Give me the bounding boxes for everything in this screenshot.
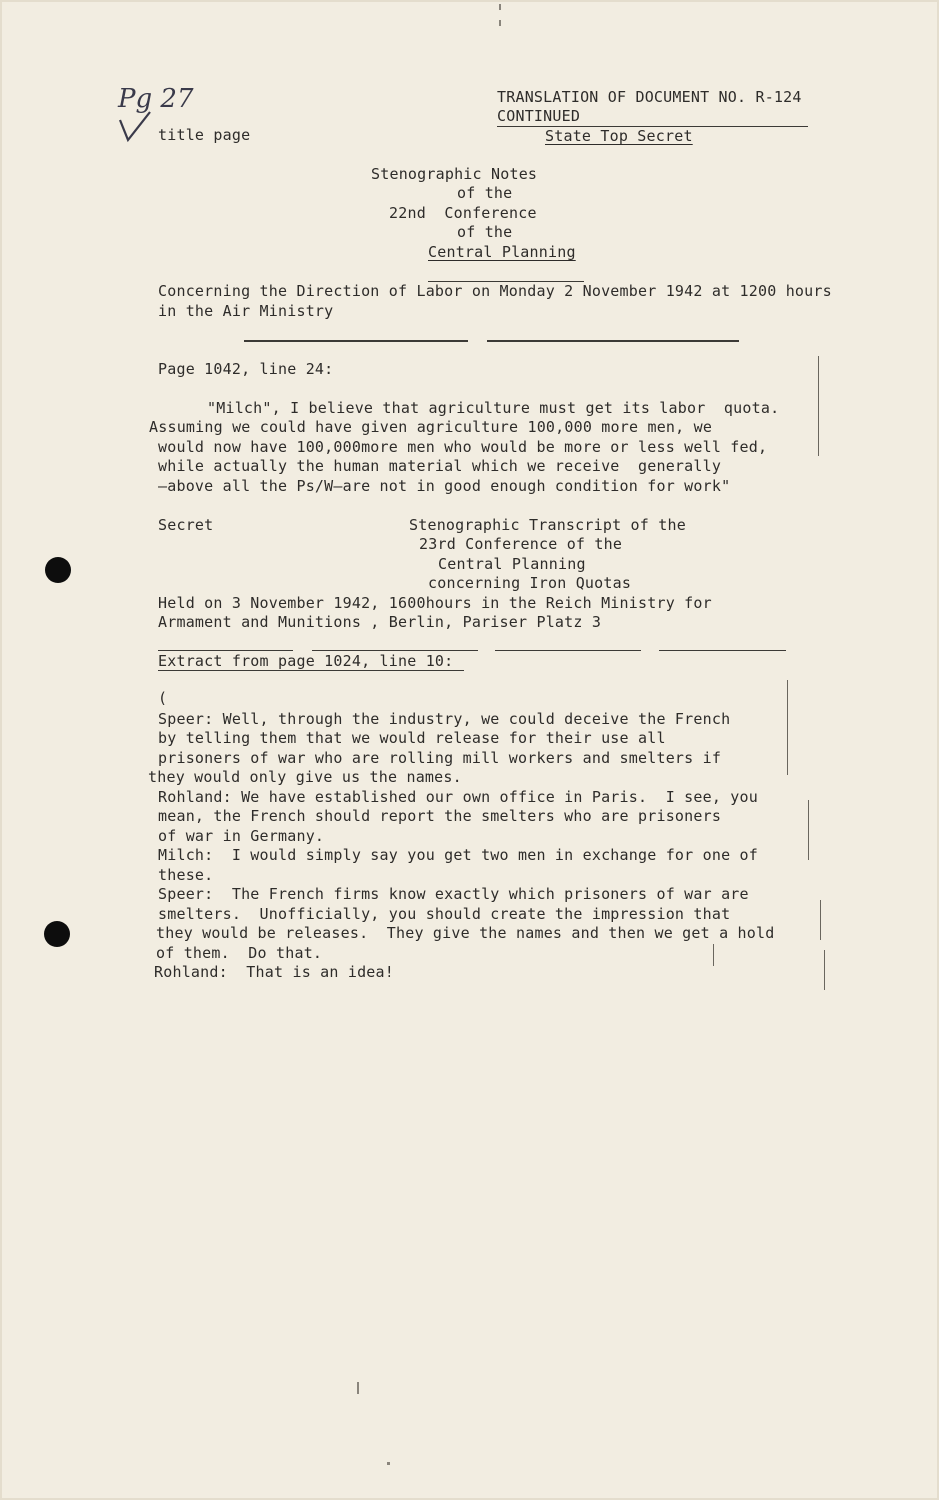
dialogue-line-12: they would be releases. They give the names and then we get a hold [156, 924, 775, 942]
continued-label: CONTINUED [497, 107, 581, 125]
quote-line-2: Assuming we could have given agriculture 100,000 more men, we [149, 418, 713, 436]
separator-seg-4 [659, 650, 786, 651]
quote-line-1: "Milch", I believe that agriculture must get its labor quota. [207, 399, 780, 417]
title-line-5: Central Planning [428, 243, 576, 261]
held-line-1: Held on 3 November 1942, 1600hours in the Reich Ministry for [158, 594, 712, 612]
margin-mark [824, 950, 825, 990]
handwritten-page-mark: Pg 27 [118, 84, 194, 114]
classification-label: State Top Secret [545, 127, 693, 145]
dialogue-line-3: prisoners of war who are rolling mill workers and smelters if [158, 749, 722, 767]
dialogue-line-2: by telling them that we would release for their use all [158, 729, 666, 747]
paper-speck [499, 4, 501, 10]
held-line-2: Armament and Munitions , Berlin, Pariser Platz 3 [158, 613, 602, 631]
title-line-2: of the [457, 184, 513, 202]
concerning-line-2: in the Air Ministry [158, 302, 334, 320]
concerning-line-1: Concerning the Direction of Labor on Monday 2 November 1942 at 1200 hours [158, 282, 832, 300]
dialogue-line-13: of them. Do that. [156, 944, 323, 962]
dialogue-line-11: smelters. Unofficially, you should create the impression that [158, 905, 731, 923]
dialogue-line-1: Speer: Well, through the industry, we could deceive the French [158, 710, 731, 728]
dialogue-line-7: of war in Germany. [158, 827, 325, 845]
transcript-title-1: Stenographic Transcript of the [409, 516, 686, 534]
annotation-note: title page [158, 126, 251, 144]
margin-mark [787, 680, 788, 775]
margin-mark [808, 800, 809, 860]
title-line-3: 22nd Conference [389, 204, 537, 222]
paper-speck [387, 1462, 390, 1465]
separator-right [487, 340, 739, 342]
dialogue-line-6: mean, the French should report the smelters who are prisoners [158, 807, 722, 825]
paper-speck [357, 1382, 359, 1394]
checkmark-icon [116, 110, 156, 146]
dialogue-line-5: Rohland: We have established our own office in Paris. I see, you [158, 788, 758, 806]
margin-mark [818, 356, 819, 456]
dialogue-line-10: Speer: The French firms know exactly which prisoners of war are [158, 885, 749, 903]
separator-seg-2 [312, 650, 478, 651]
separator-seg-1 [158, 650, 293, 651]
quote-line-3: would now have 100,000more men who would be more or less well fed, [158, 438, 768, 456]
separator-left [244, 340, 468, 342]
transcript-title-2: 23rd Conference of the [419, 535, 623, 553]
punch-hole [44, 921, 70, 947]
dialogue-line-4: they would only give us the names. [148, 768, 462, 786]
title-line-4: of the [457, 223, 513, 241]
transcript-title-3: Central Planning [438, 555, 586, 573]
document-number: TRANSLATION OF DOCUMENT NO. R-124 [497, 88, 802, 106]
paper-speck [499, 20, 501, 26]
title-line-1: Stenographic Notes [371, 165, 538, 183]
margin-mark [713, 944, 714, 966]
punch-hole [45, 557, 71, 583]
extract-reference: Extract from page 1024, line 10: [158, 652, 454, 670]
separator-seg-3 [495, 650, 641, 651]
dialogue-line-8: Milch: I would simply say you get two men in exchange for one of [158, 846, 758, 864]
dialogue-line-9: these. [158, 866, 214, 884]
secret-label: Secret [158, 516, 214, 534]
margin-mark [820, 900, 821, 940]
quote-line-5: —above all the Ps/W—are not in good enough condition for work" [158, 477, 731, 495]
extract-underline [158, 670, 464, 671]
quote-line-4: while actually the human material which we receive generally [158, 457, 722, 475]
dialogue-line-14: Rohland: That is an idea! [154, 963, 394, 981]
section1-reference: Page 1042, line 24: [158, 360, 334, 378]
open-paren: ( [158, 689, 168, 707]
transcript-title-4: concerning Iron Quotas [428, 574, 632, 592]
